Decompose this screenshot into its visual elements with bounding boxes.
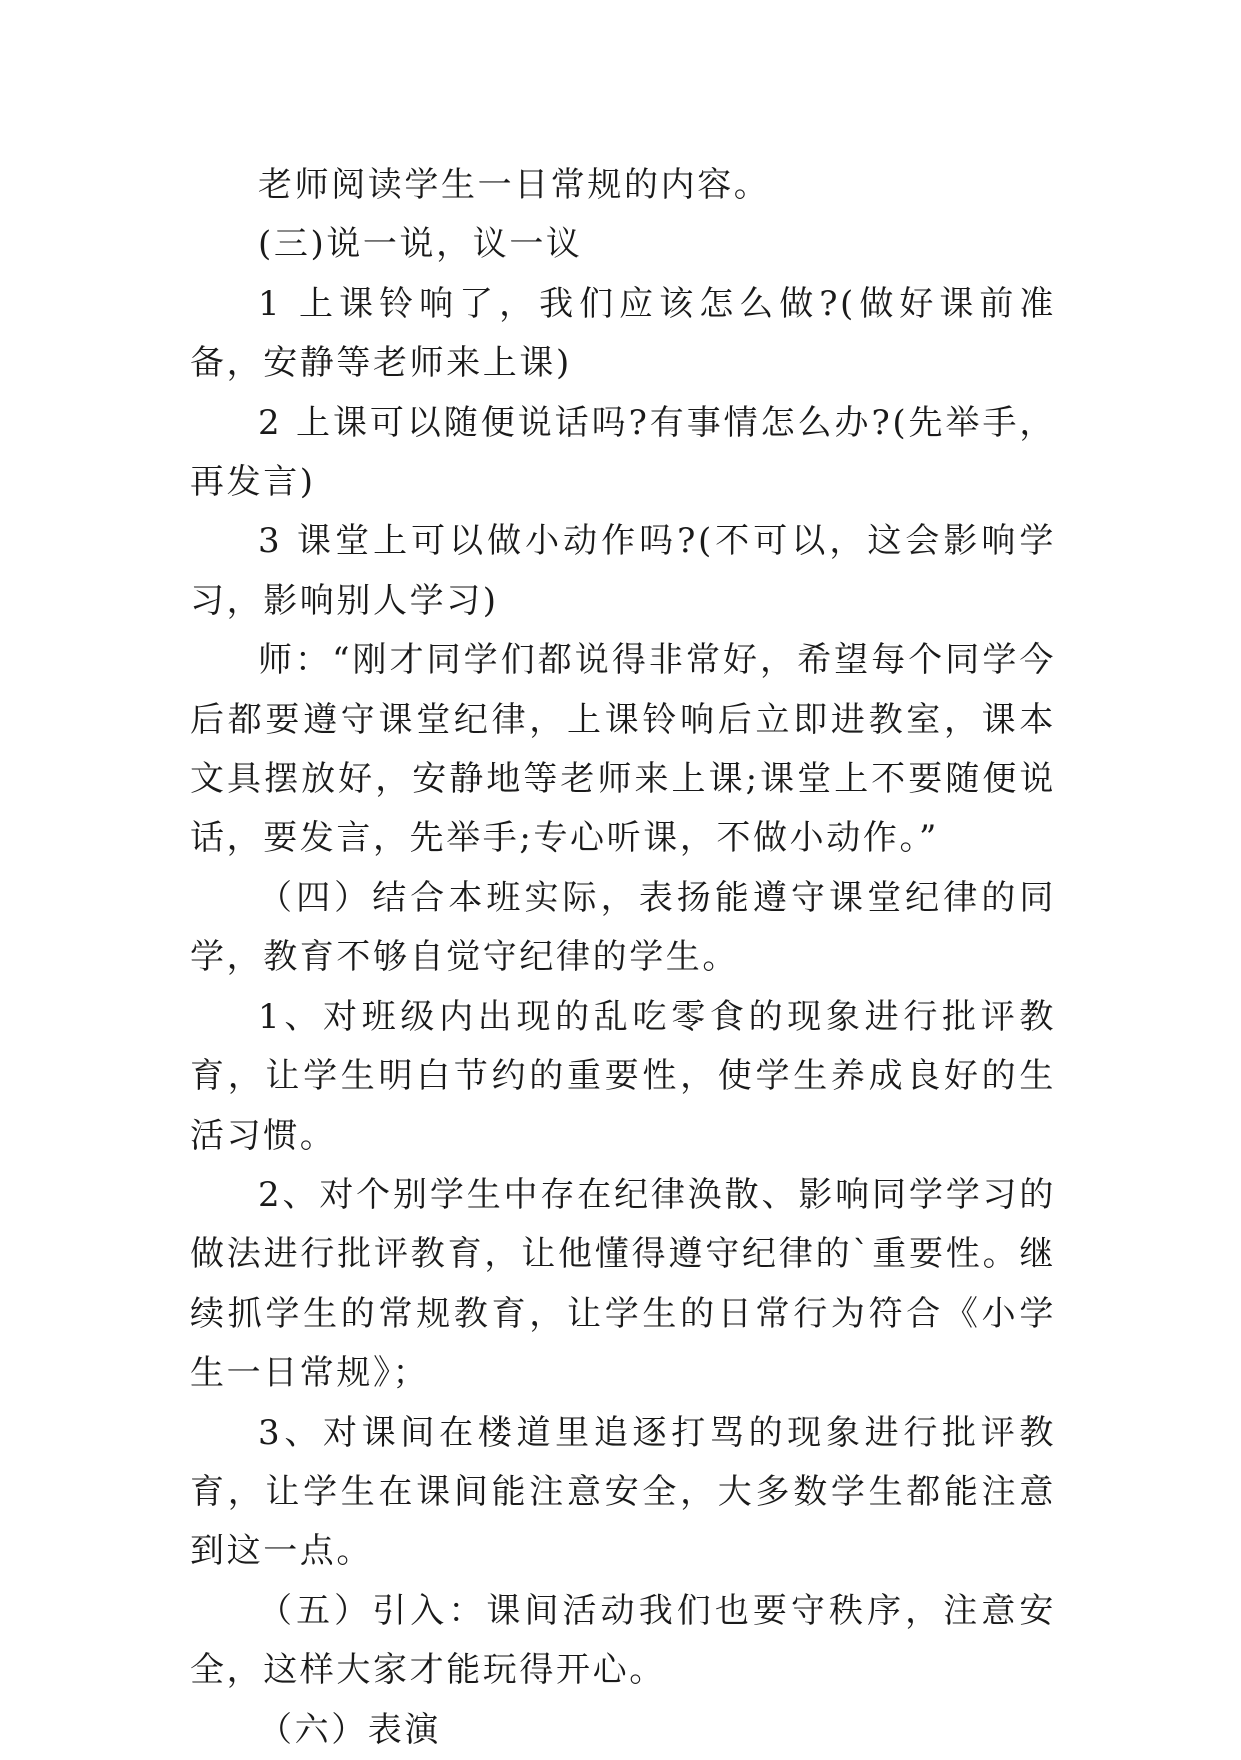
paragraph-2: (三)说一说，议一议 [258,224,583,265]
paragraph-6: 师：“刚才同学们都说得非常好，希望每个同学今后都要遵守课堂纪律，上课铃响后立即进教室，课本文具摆放好，安静地等老师来上课;课堂上不要随便说话，要发言，先举手;专心听课，不做小动作。” [190,640,1056,859]
paragraph-3: 1 上课铃响了，我们应该怎么做?(做好课前准备，安静等老师来上课) [190,283,1056,384]
paragraph-8: 1、对班级内出现的乱吃零食的现象进行批评教育，让学生明白节约的重要性，使学生养成良好的生活习惯。 [190,996,1056,1156]
document-body [190,156,1056,1760]
paragraph-11: （五）引入：课间活动我们也要守秩序，注意安全，这样大家才能玩得开心。 [190,1590,1056,1691]
paragraph-5: 3 课堂上可以做小动作吗?(不可以，这会影响学习，影响别人学习) [190,521,1056,621]
paragraph-10: 3、对课间在楼道里追逐打骂的现象进行批评教育，让学生在课间能注意安全，大多数学生都能注意到这一点。 [190,1412,1056,1572]
paragraph-4: 2 上课可以随便说话吗?有事情怎么办?(先举手，再发言) [190,402,1056,503]
paragraph-9: 2、对个别学生中存在纪律涣散、影响同学学习的做法进行批评教育，让他懂得遵守纪律的`重要性。继续抓学生的常规教育，让学生的日常行为符合《小学生一日常规》； [190,1174,1056,1394]
paragraph-7: （四）结合本班实际，表扬能遵守课堂纪律的同学，教育不够自觉守纪律的学生。 [190,877,1056,978]
paragraph-12: （六）表演 [258,1709,441,1750]
paragraph-1: 老师阅读学生一日常规的内容。 [258,165,771,205]
